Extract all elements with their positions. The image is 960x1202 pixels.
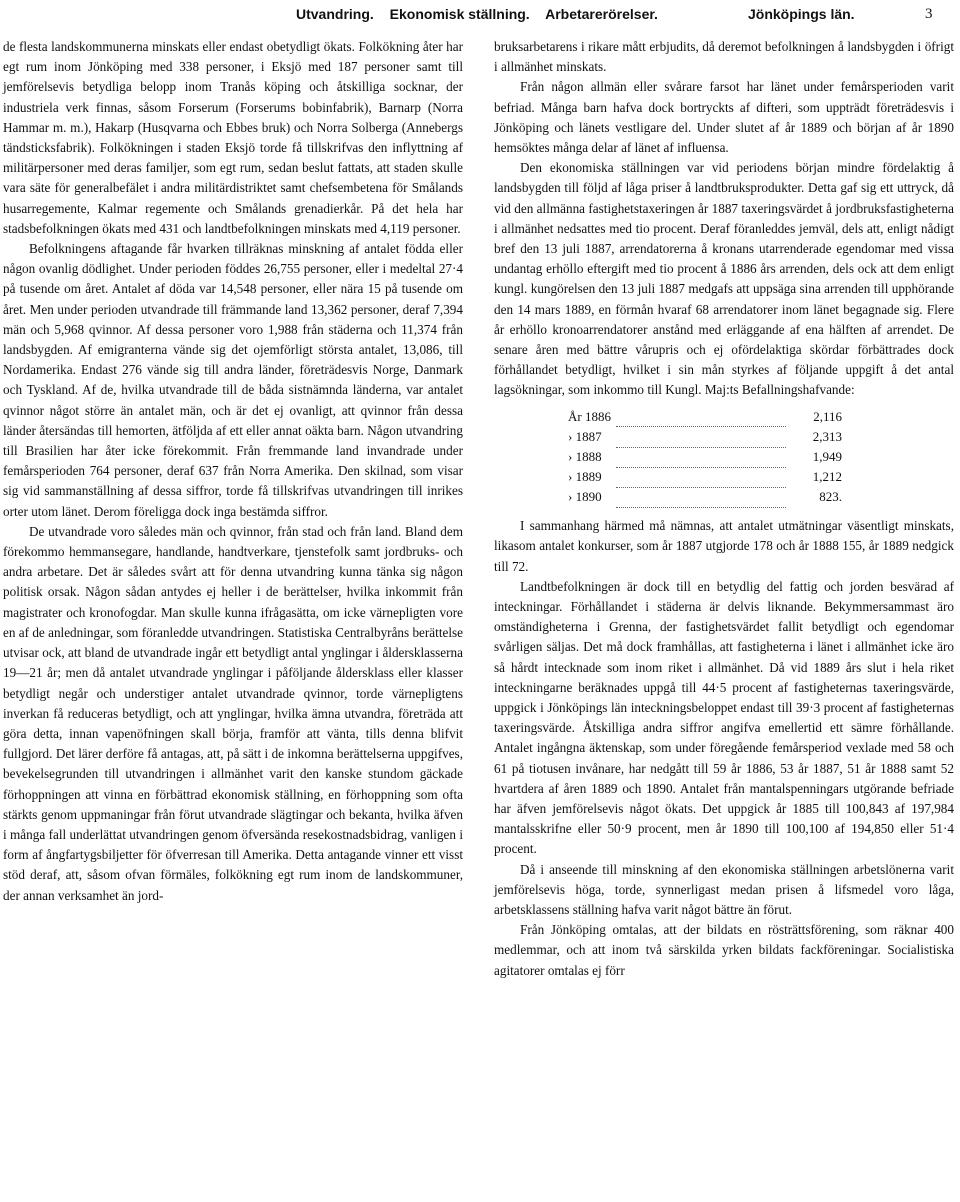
dot-leader	[616, 447, 786, 467]
table-row	[568, 467, 842, 487]
table-value: 1,212	[812, 469, 842, 485]
header-county: Jönköpings län.	[748, 6, 855, 22]
dot-leader	[616, 407, 786, 427]
table-year: › 1887	[568, 428, 602, 444]
paragraph: Den ekonomiska ställningen var vid periodens början mindre fördelaktig å landsbygden till följd af låga priser å landtbruksprodukter. Detta gaf sig ett uttryck, då vid den allmänna fastighetstaxeringen år 1887 taxeringsvärdet å jordbruksfastigheterna i allmänhet nedsattes med tio procent. Deraf föranleddes jemväl, dels att, enligt nådigt bref den 13 juli 1887, arrendatorerna å kronans utarrenderade egendomar med vissa undantag erhöllo eftergift med tio procent å 1886 års arrenden, dels ock att dem enligt kungl. kungörelsen den 13 juli 1887 medgafs att uppsäga sina arrenden till upphörande den 14 mars 1889, en förmån hvaraf 68 arrendatorer inom länet begagnade sig. Flere år erhöllo kronoarrendatorer anstånd med erläggande af ena hälften af arrendet. De senare åren med bättre vårupris och ej ofördelaktiga skördar förbättrades dock förhållandet betydligt, hvilket i sin mån styrkes af följande uppgift å det antal lagsökningar, som inkommo till Kungl. Maj:ts Befallningshafvande:	[494, 160, 954, 398]
table-value: 2,116	[813, 408, 842, 424]
paragraph: Från Jönköping omtalas, att der bildats en rösträttsförening, som räknar 400 medlemmar, och att inom två särskilda yrken bildats fackföreningar. Socialistiska agitatorer omtalas ej förr	[494, 922, 954, 978]
table-value: 2,313	[812, 428, 842, 444]
right-column	[494, 37, 954, 981]
dot-leader	[616, 487, 786, 507]
paragraph: De utvandrade voro således män och qvinnor, från stad och från land. Bland dem förekommo hemmansegare, handlande, handtverkare, tjenstefolk samt jordbruks- och andra arbetare. Det är således svårt att för denna utvandring kunna tänka sig någon politisk orsak. Någon sådan antydes ej heller i de berättelser, hvilka inkommit från magistrater och kronofogdar. Man skulle kunna ifrågasätta, om icke värnepligten vore en af de anledningar, som föranledde utvandringen. Statistiska Centralbyråns berättelse utvisar ock, att bland de utvandrade ingår ett betydligt antal ynglingar i åldersklasserna 19—21 år; men då antalet utvandrade ynglingar i påföljande åldersklass eller klasser betydligt negår och understiger antalet utvandrade qvinnor, torde värnepligtens inverkan få reduceras betydligt, och att ynglingar, hvilka ämna utvandra, företräda att göra detta, innan vapenöfningen skall börja, framför att vänta, tills denna blifvit fullgjord. Det lärer derföre få antagas, att, på sätt i de inkomna berättelserna uppgifves, bevekelsegrunden till utvandringen i allmänhet varit den kanske stundom gäckade förhoppningen att vinna en förbättrad ekonomisk ställning, en förhoppning som ofta stärkts genom uppmaningar från förut utvandrade slägtingar och bekanta, hvilka äfven i många fall underlättat utvandringen genom öfversända resekostnadsbidrag, vanligen i form af ångfartygsbiljetter för öfverresan till Amerika. Detta antagande vinner ett visst stöd deraf, att, såsom ofvan förmäles, folkökning egt rum inom de landskommuner, der annan verksamhet än jord-	[3, 523, 463, 903]
table-year: › 1888	[568, 449, 602, 465]
dot-leader	[616, 427, 786, 447]
table-year: År 1886	[568, 408, 611, 424]
paragraph: Befolkningens aftagande får hvarken tillräknas minskning af antalet födda eller någon ovanlig dödlighet. Under perioden föddes 26,755 personer, eller i medeltal 27·4 på tusende om året. Antalet af döda var 14,548 personer, eller nära 15 på tusende om året. Men under perioden utvandrade till främmande land 13,362 personer, deraf 7,394 män och 5,968 qvinnor. Af dessa personer voro 1,988 från städerna och 11,374 från landsbygden. Af emigranterna vände sig det ojemförligt största antalet, 13,086, till Nordamerika. Endast 276 vände sig till andra länder, företrädesvis Norge, Danmark och Tyskland. Af de, hvilka utvandrade till de båda sistnämnda länderna, var antalet qvinnor något större än antalet män, och är det ej ovanligt, att qvinnor från dessa länder återsändas till hemorten, ätföljda af ett eller annat oäkta barn. Någon utvandring till Brasilien har åter icke förekommit. Från fremmande land invandrade under femårsperioden 764 personer, deraf 637 från Norra Amerika. Den skilnad, som visar sig vid sammanställning af dessa siffror, torde få tillskrifvas utvandringen till inrikes orter utom länet. Derom föreligga dock inga bestämda siffror.	[3, 241, 463, 519]
header-topics	[296, 2, 670, 26]
dot-leader	[616, 467, 786, 487]
header-topic: Utvandring.	[296, 6, 374, 22]
header-topic: Arbetarerörelser.	[545, 6, 658, 22]
left-column	[3, 37, 463, 906]
header-topic: Ekonomisk ställning.	[389, 6, 530, 22]
table-value: 1,949	[812, 449, 842, 465]
lawsuit-count-table	[568, 407, 842, 509]
table-year: › 1889	[568, 469, 602, 485]
paragraph: de flesta landskommunerna minskats eller endast obetydligt ökats. Folkökning åter har egt rum inom Jönköping med 338 personer, i Eksjö med 187 personer samt till jemförelsevis betydliga belopp inom Tranås köping och åtskilliga socknar, der industriela verk finnas, såsom Forserum (Forserums bobinfabrik), Barnarp (Norra Hammar m. m.), Hakarp (Husqvarna och Ebbes bruk) och Norra Solberga (Annebergs tändsticksfabrik). Folkökningen i staden Eksjö torde få tillskrifvas den inflyttning af militärpersoner med deras familjer, som egt rum, sedan beslut fattats, att staden skulle vara säte för generalbefälet i andra militärdistriktet samt chefsembetena för Smålands husarregemente, Kalmar regemente och Smålands grenadierkår. På det hela har stadsbefolkningen ökats med 431 och landtbefolkningen minskats med 4,119 personer.	[3, 39, 463, 236]
page-header	[0, 2, 960, 26]
paragraph: Från någon allmän eller svårare farsot har länet under femårsperioden varit befriad. Många barn hafva dock bortryckts af difteri, som uppträdt företrädesvis i Jönköping och länets vestligare del. Under slutet af år 1889 och början af år 1890 hemsöktes många delar af länet af influensa.	[494, 79, 954, 156]
paragraph: Då i anseende till minskning af den ekonomiska ställningen arbetslönerna varit jemförelsevis höga, torde, synnerligast medan prisen å lifsmedel voro låga, arbetsklassens ställning hafva varit något bättre än förut.	[494, 861, 954, 918]
paragraph: bruksarbetarens i rikare mått erbjudits, då deremot befolkningen å landsbygden i öfrigt i allmänhet minskats.	[494, 39, 954, 75]
paragraph: I sammanhang härmed må nämnas, att antalet utmätningar väsentligt minskats, likasom antalet konkurser, som år 1887 utgjorde 178 och år 1888 155, år 1889 nedgick till 72.	[494, 518, 954, 574]
table-row	[568, 407, 842, 427]
table-row	[568, 427, 842, 447]
table-value: 823.	[819, 489, 842, 505]
paragraph: Landtbefolkningen är dock till en betydlig del fattig och jorden besvärad af inteckningar. Förhållandet i städerna är delvis liknande. Bekymmersammast äro omständigheterna i Grenna, der fastighetsvärdet fallit betydligt och egendomar svårligen säljas. Det må dock framhållas, att fastigheterna i länet i allmänhet icke äro så hårdt intecknade som inom riket i allmänhet. Då vid 1889 års slut i hela riket inteckningarne beräknades uppgå till 44·5 procent af fastigheternas taxeringsvärde, uppgick i Jönköpings län inteckningsbeloppet endast till 39·3 procent af fastigheternas taxeringsvärde. Åtskilliga andra siffror angifva emellertid ett sämre förhållande. Antalet ingångna äktenskap, som under föregående femårsperiod vexlade med 58 och 61 på tiotusen invånare, har nedgått till 59 år 1886, 53 år 1887, 51 år 1888 samt 52 hvartdera af åren 1889 och 1890. Antalet från mantalspenningars utgörande befriade har äfven jemförelsevis något ökats. Det uppgick år 1885 till 100,843 af 197,984 mantalsskrifne eller 50·9 procent, men år 1890 till 100,100 af 194,850 eller 51·4 procent.	[494, 578, 954, 857]
table-row	[568, 487, 842, 507]
table-row	[568, 447, 842, 467]
page-number: 3	[925, 6, 933, 22]
table-year: › 1890	[568, 489, 602, 505]
